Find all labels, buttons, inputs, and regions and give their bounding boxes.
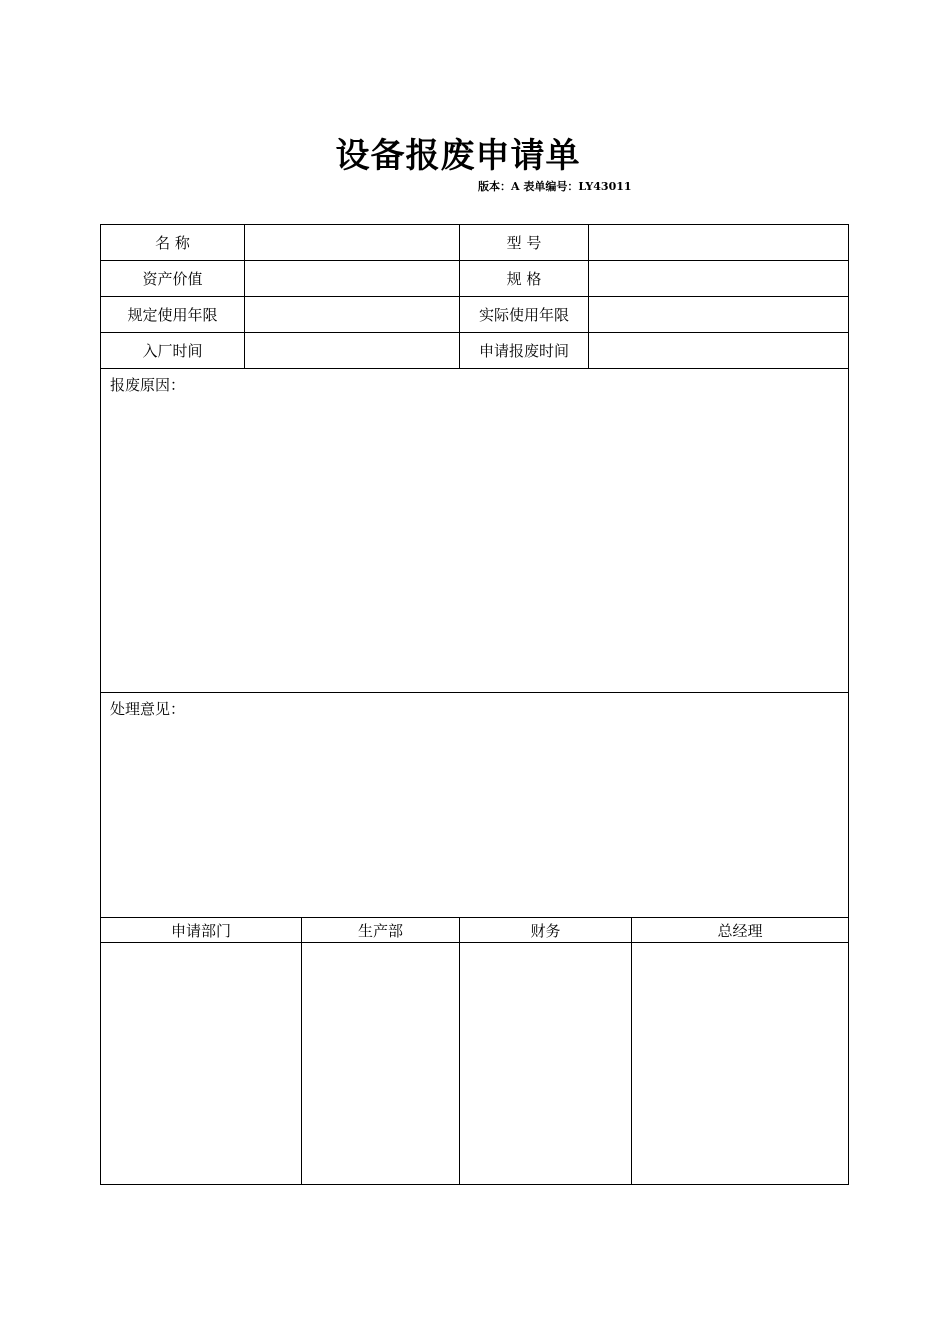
model-label: 型 号	[460, 225, 589, 261]
asset-value-label: 资产价值	[101, 261, 245, 297]
info-row-service-life	[101, 297, 849, 333]
scrap-application-form	[100, 224, 848, 1185]
version-label: 版本：A	[478, 180, 520, 193]
opinion-label: 处理意见：	[110, 700, 186, 718]
production-dept-label: 生产部	[302, 918, 460, 943]
general-manager-label: 总经理	[632, 918, 849, 943]
spec-field[interactable]	[589, 261, 849, 297]
name-field[interactable]	[245, 225, 460, 261]
production-dept-signature[interactable]	[302, 943, 460, 1185]
general-manager-signature[interactable]	[632, 943, 849, 1185]
model-field[interactable]	[589, 225, 849, 261]
spec-label: 规 格	[460, 261, 589, 297]
reason-row	[101, 369, 849, 693]
info-row-value	[101, 261, 849, 297]
finance-label: 财务	[460, 918, 632, 943]
actual-service-life-label: 实际使用年限	[460, 297, 589, 333]
form-title: 设备报废申请单	[335, 136, 581, 176]
reason-field[interactable]	[101, 369, 849, 693]
equipment-info-table	[100, 224, 849, 918]
actual-service-life-field[interactable]	[589, 297, 849, 333]
rated-service-life-label: 规定使用年限	[101, 297, 245, 333]
approval-signature-row	[101, 943, 849, 1185]
reason-label: 报废原因：	[110, 376, 186, 394]
info-row-name	[101, 225, 849, 261]
name-label: 名 称	[101, 225, 245, 261]
info-row-dates	[101, 333, 849, 369]
entry-date-label: 入厂时间	[101, 333, 245, 369]
entry-date-field[interactable]	[245, 333, 460, 369]
form-meta	[478, 178, 632, 194]
applicant-dept-label: 申请部门	[101, 918, 302, 943]
form-number-label: 表单编号：LY43011	[523, 180, 632, 193]
scrap-request-date-label: 申请报废时间	[460, 333, 589, 369]
rated-service-life-field[interactable]	[245, 297, 460, 333]
opinion-row	[101, 693, 849, 918]
finance-signature[interactable]	[460, 943, 632, 1185]
approval-header-row	[101, 918, 849, 943]
scrap-request-date-field[interactable]	[589, 333, 849, 369]
opinion-field[interactable]	[101, 693, 849, 918]
asset-value-field[interactable]	[245, 261, 460, 297]
approval-table	[100, 917, 849, 1185]
applicant-dept-signature[interactable]	[101, 943, 302, 1185]
